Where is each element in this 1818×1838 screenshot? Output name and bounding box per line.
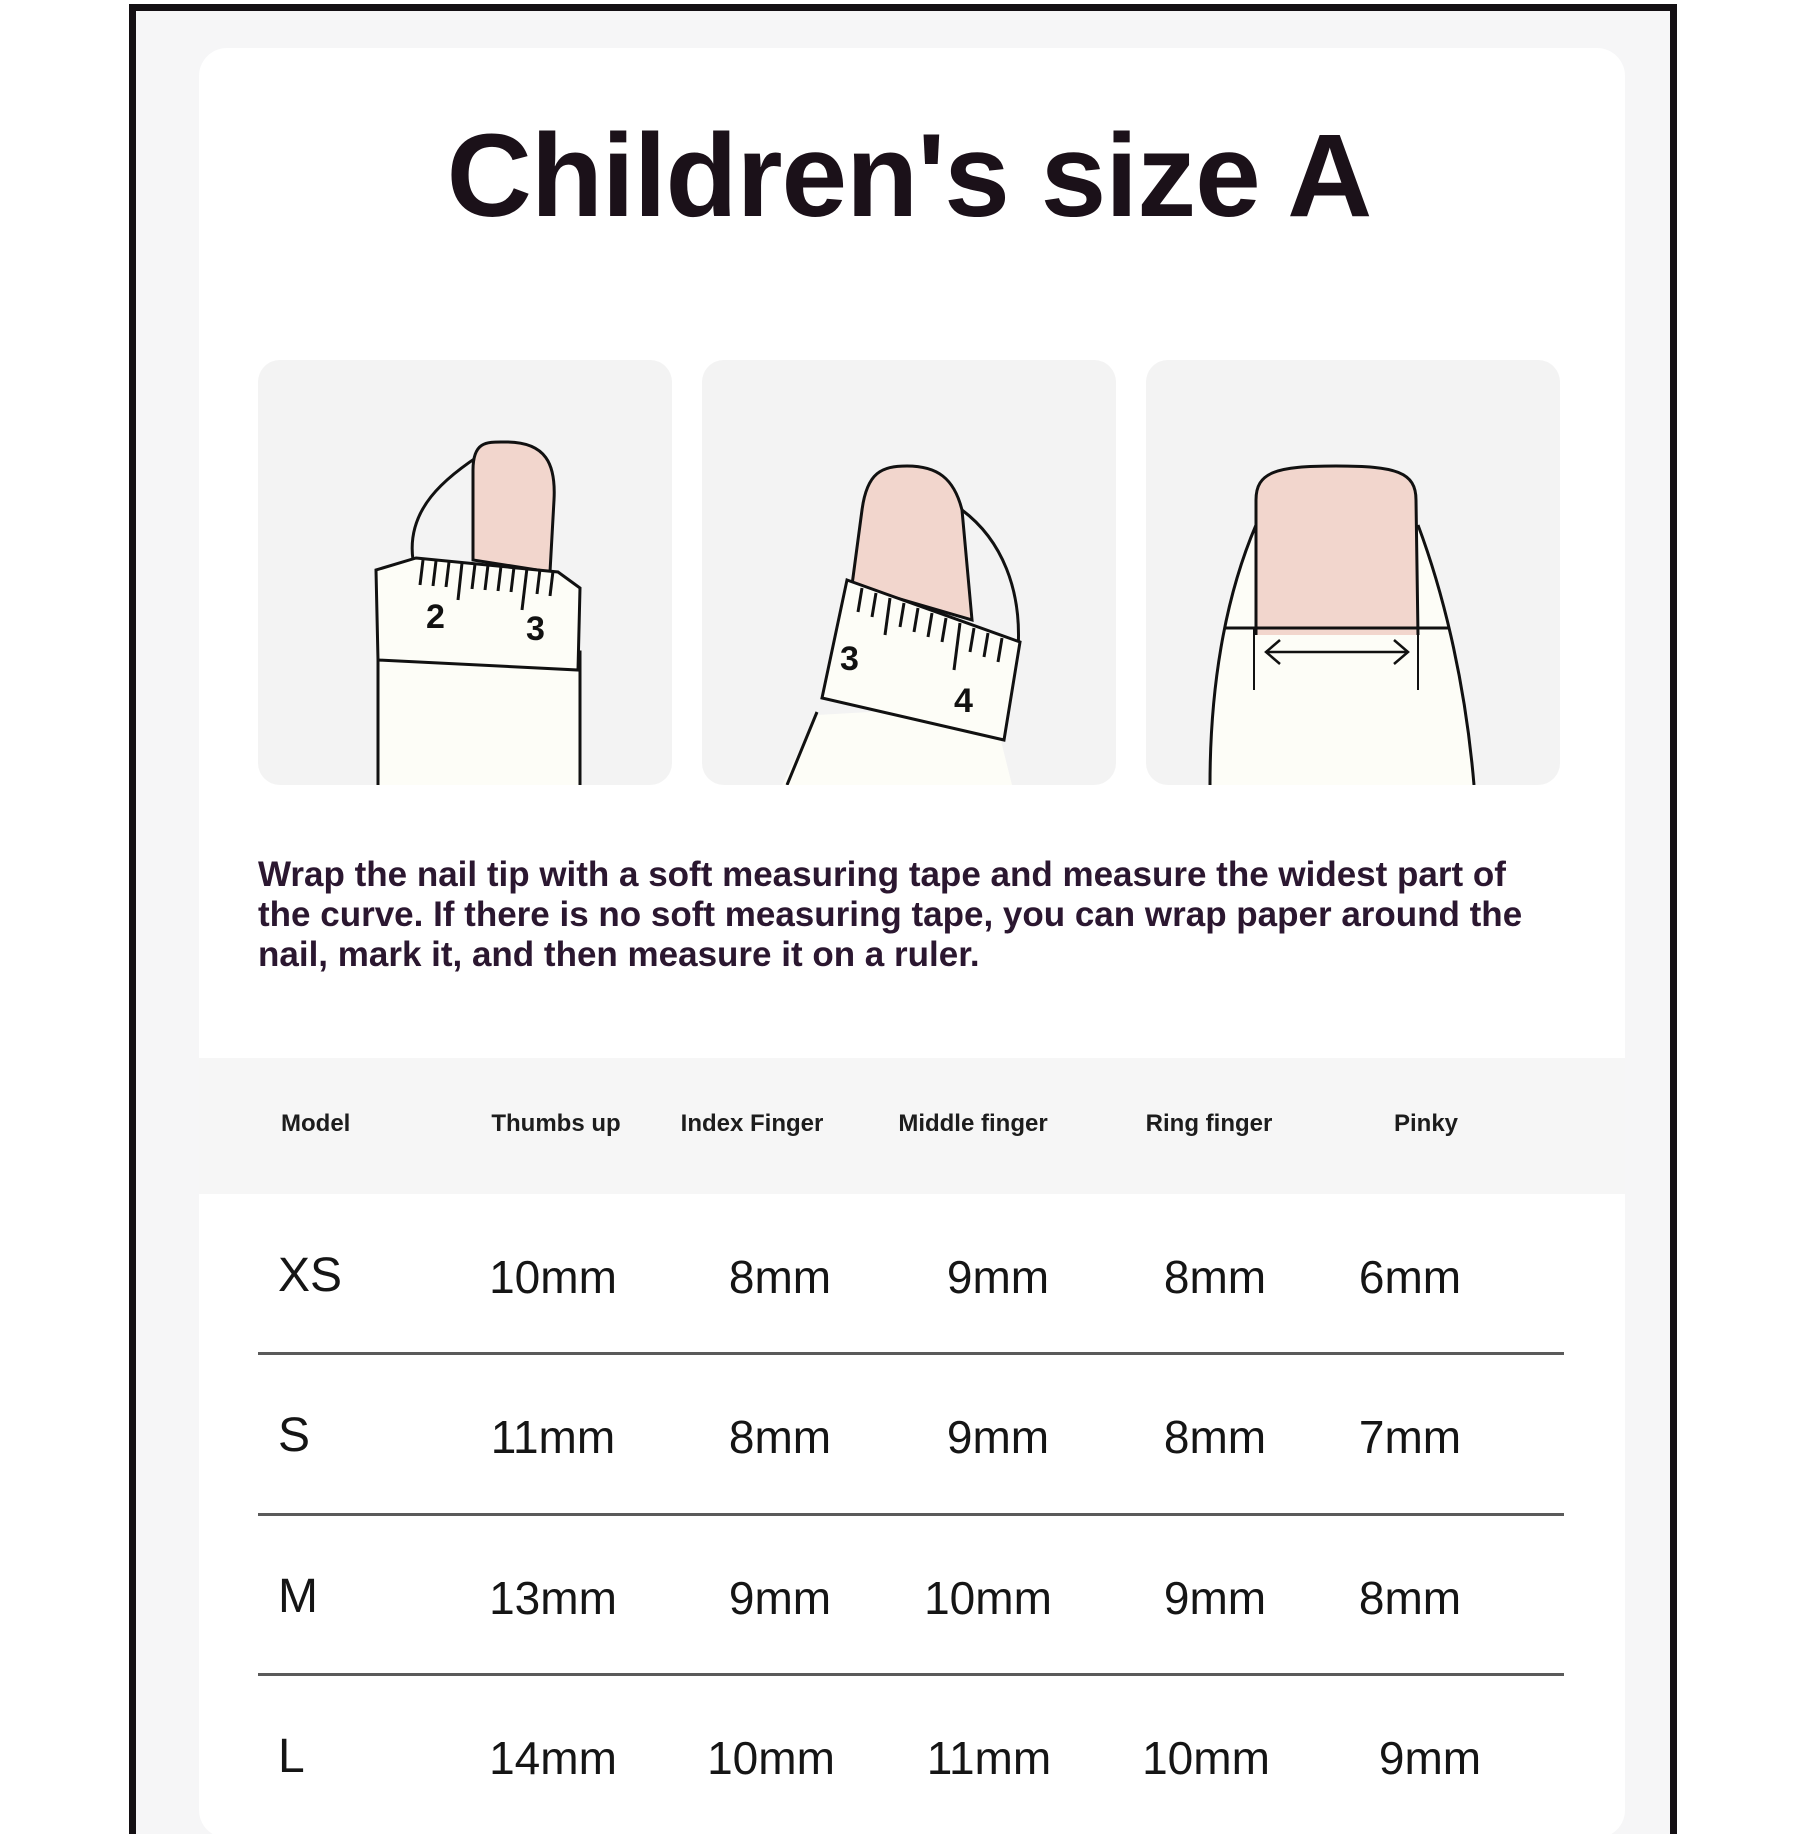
page-title: Children's size A <box>446 110 1372 242</box>
row-divider <box>258 1513 1564 1516</box>
row-middle-value: 9mm <box>946 1251 1050 1303</box>
illustration-tape-thumb <box>258 360 672 785</box>
illustration-nail-width <box>1146 360 1560 785</box>
row-index-value: 8mm <box>728 1411 832 1463</box>
measurement-instructions: Wrap the nail tip with a soft measuring tape and measure the widest part of the curve. If there is no soft measuring tape, you can wrap paper around the nail, mark it, and then measure it on a ruler. <box>258 855 1523 974</box>
row-thumb-value: 11mm <box>490 1411 616 1463</box>
tape-mark-3: 3 <box>840 640 859 678</box>
header-middle: Middle finger <box>898 1110 1048 1137</box>
row-pinky-value: 7mm <box>1358 1411 1462 1463</box>
row-model: M <box>278 1570 318 1623</box>
row-pinky-value: 6mm <box>1358 1251 1462 1303</box>
header-ring: Ring finger <box>1145 1110 1273 1137</box>
row-pinky-value: 8mm <box>1358 1572 1462 1624</box>
header-pinky: Pinky <box>1393 1110 1459 1137</box>
row-pinky-value: 9mm <box>1378 1732 1482 1784</box>
row-middle-value: 9mm <box>946 1411 1050 1463</box>
row-model: L <box>278 1730 305 1783</box>
row-middle-value: 11mm <box>926 1732 1052 1784</box>
row-divider <box>258 1673 1564 1676</box>
row-ring-value: 10mm <box>1142 1732 1270 1784</box>
row-model: XS <box>278 1249 343 1302</box>
row-divider <box>258 1352 1564 1355</box>
header-index: Index Finger <box>680 1110 824 1137</box>
row-ring-value: 8mm <box>1163 1251 1267 1303</box>
tape-mark-2: 2 <box>426 598 445 636</box>
illustration-tape-index <box>702 360 1116 785</box>
row-middle-value: 10mm <box>924 1572 1052 1624</box>
row-thumb-value: 10mm <box>489 1251 617 1303</box>
row-ring-value: 8mm <box>1163 1411 1267 1463</box>
row-index-value: 10mm <box>707 1732 835 1784</box>
header-thumb: Thumbs up <box>491 1110 621 1137</box>
row-thumb-value: 14mm <box>489 1732 617 1784</box>
header-model: Model <box>281 1110 351 1137</box>
tape-mark-4: 4 <box>954 682 973 720</box>
row-model: S <box>278 1409 311 1462</box>
tape-mark-3: 3 <box>526 610 545 648</box>
row-index-value: 9mm <box>728 1572 832 1624</box>
row-thumb-value: 13mm <box>489 1572 617 1624</box>
row-index-value: 8mm <box>728 1251 832 1303</box>
row-ring-value: 9mm <box>1163 1572 1267 1624</box>
